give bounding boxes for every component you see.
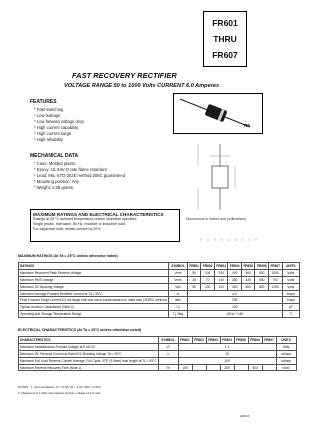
table-header-cell: FR606 [248,337,262,344]
feature-item: * Low forward voltage drop [34,119,84,124]
table-cell: Volts [282,269,299,276]
table-cell: 250 [220,364,234,371]
note-line: NOTES : 1. Test Conditions: IF = 0.5A, IR = 1.0A, IRR = 0.25A [18,385,101,389]
table-cell: 400 [228,283,242,290]
table-cell: 200 [214,283,228,290]
table-cell: 280 [228,276,242,283]
table-cell: 600 [241,269,255,276]
feature-item: * High reliability [34,137,63,142]
table-cell: Peak Forward Surge Current 8.3 ms single half sine-wave superimposed on rated load (JEDEC method) [20,298,168,303]
mechanical-item: * Mounting position: Any [34,179,79,184]
table-cell: 140 [214,276,228,283]
table-cell [262,364,276,371]
watermark-text: Р О Н Н Ы Й П О Р [200,238,260,242]
table-cell: 100 [178,357,276,364]
mechanical-item: * Case: Molded plastic [34,161,76,166]
table-cell: Tj, Tstg [169,311,188,318]
table-cell: 420 [241,276,255,283]
ratings-info-box [30,209,180,242]
table-cell: 500 [248,364,262,371]
table-cell: Maximum Reverse Recovery Time (Note 1) [19,364,159,371]
table-header-cell: FR601 [178,337,192,344]
table-header-row [19,337,297,344]
table-cell: uAmps [276,350,296,357]
table-cell: 150 [187,304,282,311]
table-header-cell: FR607 [262,337,276,344]
table-cell: Maximum Instantaneous Forward Voltage at 6.0A DC [19,343,159,350]
table-cell: 200 [214,269,228,276]
table-header-cell: UNITS [282,263,299,270]
table-row [19,357,297,364]
table-cell: -65 to + 150 [187,311,282,318]
dimensions-note: Dimensions in inches and (millimeters) [186,217,246,221]
table-cell: Maximum DC Reverse Current at Rated DC Blocking Voltage Ta = 25°C [19,350,159,357]
table-row [19,304,300,311]
table-header-cell: FR606 [256,263,267,268]
table-header-cell: UNITS [276,337,296,344]
electrical-heading: ELECTRICAL CHARACTERISTICS (At Ta = 25°C unless otherwise noted) [18,328,142,332]
table-cell: uAmps [276,357,296,364]
ratings-info-line: Single phase, half wave, 60 Hz, resistive or inductive load. [33,221,126,226]
table-header-cell: RATINGS [19,263,169,270]
table-header-cell: CHARACTERISTICS [19,337,159,344]
table-cell: Maximum Recurrent Peak Reverse Voltage [19,269,169,276]
table-cell: 600 [241,283,255,290]
feature-item: * High current capability [34,125,79,130]
part-number-box [203,11,247,67]
ratings-info-line: Ratings at 25 °C ambient temperature unless otherwise specified [33,217,137,221]
table-cell: Vdc [169,283,188,290]
table-row [19,343,297,350]
max-ratings-heading: MAXIMUM RATINGS (At Ta = 25°C unless otherwise noted) [18,254,118,258]
table-cell: nSec [276,364,296,371]
mechanical-item: * Weight: 2.08 grams [34,185,74,190]
table-cell: 800 [255,283,269,290]
table-cell: Maximum DC Blocking Voltage [19,283,169,290]
mechanical-heading: MECHANICAL DATA [30,153,79,159]
table-cell: °C [282,311,299,318]
table-row [19,283,300,290]
table-cell [192,364,206,371]
table-cell: Vrms [169,276,188,283]
table-cell: Volts [282,276,299,283]
table-cell: Ir [158,350,178,357]
table-cell: Cj [169,304,188,311]
table-cell: 700 [269,276,283,283]
table-cell: Vrrm [169,269,188,276]
ratings-info-line: For capacitive load, derate current by 20% [33,226,101,231]
mechanical-item: * Epoxy: UL 94V-O rate flame retardant [34,167,107,172]
footer-code: 2008-6 [240,414,250,418]
feature-item: * Fast switching [34,107,64,112]
table-cell: Amps [282,297,299,304]
table-cell: 560 [255,276,269,283]
part-number-last: FR607 [212,50,238,60]
table-cell: 100 [201,283,215,290]
mechanical-item: * Lead: MIL-STD-202E method 208C guaranteed [34,173,126,178]
table-header-cell: SYMBOL [169,263,188,270]
table-cell: 1.3 [178,343,276,350]
part-number-first: FR601 [212,18,238,28]
table-header-cell: FR607 [270,263,281,268]
part-number-thru: THRU [213,34,237,44]
table-cell: Operating and Storage Temperature Range [19,311,169,318]
table-header-cell: FR602 [202,263,213,268]
table-cell [234,364,248,371]
table-cell: 35 [187,276,201,283]
table-cell: 6.0 [187,290,282,297]
table-cell: 50 [187,283,201,290]
table-row [19,297,300,304]
table-header-cell: FR604 [229,263,240,268]
table-cell: Vf [158,343,178,350]
table-cell: Io [169,290,188,297]
table-cell: 10 [178,350,276,357]
table-header-cell: FR605 [234,337,248,344]
table-cell: Volts [276,343,296,350]
table-cell: Typical Junction Capacitance (Note 2) [19,304,169,311]
features-heading: FEATURES [30,99,57,105]
table-cell [158,357,178,364]
ratings-info-title: MAXIMUM RATINGS AND ELECTRICAL CHARACTERISTICS [33,212,164,217]
electrical-table [18,336,297,371]
table-header-cell: SYMBOL [158,337,178,344]
package-name: R6 [244,123,250,128]
table-row [19,350,297,357]
feature-item: * Low leakage [34,113,61,118]
table-header-cell: FR601 [189,263,199,268]
table-cell: 100 [201,269,215,276]
document-title: FAST RECOVERY RECTIFIER [72,71,177,80]
table-header-cell: FR602 [192,337,206,344]
table-cell: 50 [187,269,201,276]
table-row [19,311,300,318]
table-cell: 1000 [269,269,283,276]
table-cell: Trr [158,364,178,371]
table-header-cell: FR603 [216,263,226,268]
table-cell [206,364,220,371]
feature-item: * High current surge [34,131,72,136]
table-cell: 250 [187,297,282,304]
table-cell: Maximum RMS Voltage [19,276,169,283]
table-row [19,364,297,371]
table-cell: Maximum Full Load Reverse Current Average, Full Cycle .375" (9.5mm) lead length at TL = 55°C [20,358,157,363]
table-header-row [19,263,300,270]
table-cell: 400 [228,269,242,276]
dimension-drawing [190,142,265,212]
table-cell: 70 [201,276,215,283]
table-row [19,290,300,297]
max-ratings-table [18,262,300,318]
table-cell: 150 [178,364,192,371]
table-header-cell: FR605 [243,263,254,268]
note-line: 2. Measured at 1 MHz and applied reverse voltage of 4.0 volts [18,391,101,395]
voltage-line: VOLTAGE RANGE 50 to 1000 Volts CURRENT 6.0 Amperes [64,83,220,89]
table-cell: Maximum Average Forward Rectified Current at TA = 55°C [19,290,169,297]
table-header-cell: FR604 [220,337,234,344]
table-row [19,276,300,283]
table-row [19,269,300,276]
table-header-cell: FR603 [206,337,220,344]
table-cell: Volts [282,283,299,290]
table-cell: 1000 [269,283,283,290]
table-cell: Ifsm [169,297,188,304]
table-cell: 800 [255,269,269,276]
table-cell: Amps [282,290,299,297]
table-cell: pF [282,304,299,311]
